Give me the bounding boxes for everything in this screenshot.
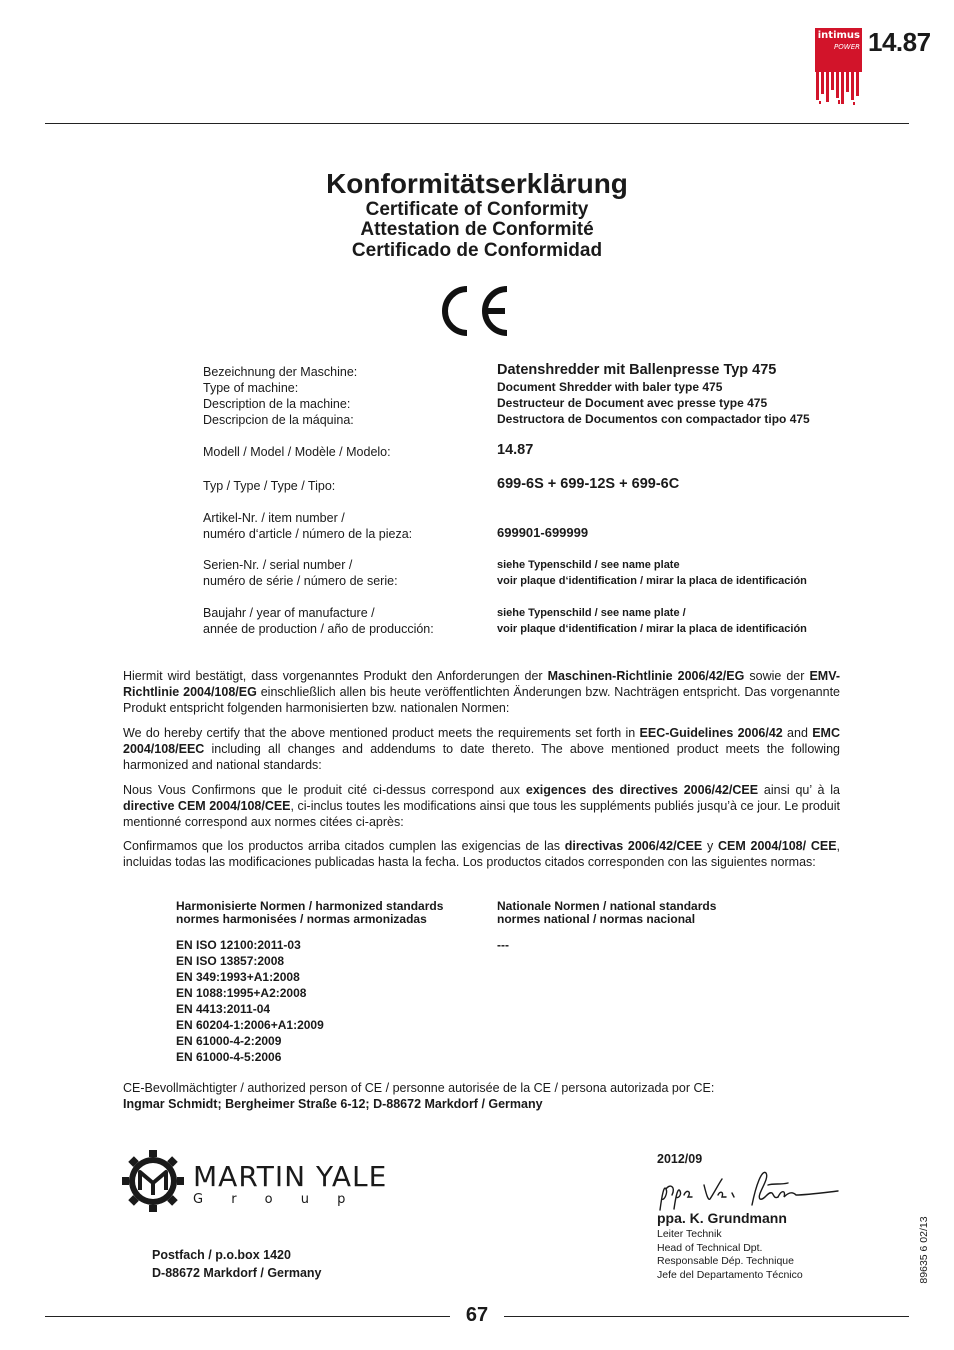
harmonized-header-1: Harmonisierte Normen / harmonized standards — [176, 899, 444, 913]
header-rule — [45, 123, 909, 124]
authorized-person: Ingmar Schmidt; Bergheimer Straße 6-12; D-88672 Markdorf / Germany — [123, 1097, 543, 1111]
signatory-role-de: Leiter Technik — [657, 1228, 722, 1240]
page-title: Konformitätserklärung — [326, 168, 628, 199]
year-value-1: siehe Typenschild / see name plate / — [497, 607, 686, 619]
machine-value-fr: Destructeur de Document avec presse type 475 — [497, 396, 768, 410]
martin-yale-name: MARTIN YALE — [193, 1160, 388, 1193]
martin-yale-emblem — [122, 1150, 184, 1212]
serial-label-1: Serien-Nr. / serial number / — [203, 558, 353, 572]
document-code: 89635 6 02/13 — [918, 1216, 930, 1284]
brand-subtitle: POWER — [834, 43, 860, 51]
machine-label-de: Bezeichnung der Maschine: — [203, 365, 358, 379]
machine-label-fr: Description de la machine: — [203, 397, 351, 411]
year-value-2: voir plaque d‘identification / mirar la placa de identificación — [497, 623, 807, 635]
handwritten-signature — [656, 1165, 841, 1215]
list-item: EN 60204-1:2006+A1:2009 — [176, 1018, 324, 1032]
signatory-role-fr: Responsable Dép. Technique — [657, 1255, 794, 1267]
signature-date: 2012/09 — [657, 1152, 703, 1166]
signatory-role-es: Jefe del Departamento Técnico — [657, 1268, 803, 1281]
list-item: EN 61000-4-2:2009 — [176, 1034, 282, 1048]
list-item: EN 4413:2011-04 — [176, 1002, 271, 1016]
paragraph-de: Hiermit wird bestätigt, dass vorgenanntes Produkt den Anforderungen der Maschinen-Richtlinie 2006/42/EG sowie der EMV-Richtlinie 2004/108/EG einschließlich allen bis heute veröffentlichten Änderungen bzw. Nachträgen entspricht. Das vorgenannte Produkt entspricht folgenden harmonisierten bzw. nationalen Normen: — [123, 669, 840, 715]
machine-value-en: Document Shredder with baler type 475 — [497, 380, 723, 394]
list-item: EN ISO 12100:2011-03 — [176, 938, 301, 952]
model-code: 14.87 — [868, 27, 931, 57]
list-item: EN ISO 13857:2008 — [176, 954, 285, 968]
year-label-1: Baujahr / year of manufacture / — [203, 606, 375, 620]
model-label: Modell / Model / Modèle / Modelo: — [203, 445, 391, 459]
page-number: 67 — [465, 1304, 489, 1326]
national-standards: --- — [497, 938, 509, 952]
paragraph-en: We do hereby certify that the above mentioned product meets the requirements set forth in EEC-Guidelines 2006/42 and EMC 2004/108/EEC including all changes and addendums to date thereto. The above mentioned product meets the following harmonized and national standards: — [123, 726, 840, 772]
paragraph-es: Confirmamos que los productos arriba citados cumplen las exigencias de las directivas 2006/42/CEE y CEM 2004/108/ CEE, incluidas todas las modificaciones publicadas hasta la fecha. Los productos citados corresponden con las siguientes normas: — [123, 839, 841, 869]
company-address-1: Postfach / p.o.box 1420 — [152, 1248, 291, 1262]
year-label-2: année de production / año de producción: — [203, 622, 434, 636]
machine-value-de: Datenshredder mit Ballenpresse Typ 475 — [497, 362, 777, 378]
ce-mark — [437, 283, 511, 339]
title-es: Certificado de Conformidad — [351, 240, 603, 261]
national-header-1: Nationale Normen / national standards — [497, 899, 717, 913]
machine-value-es: Destructora de Documentos con compactador tipo 475 — [497, 412, 810, 426]
article-value: 699901-699999 — [497, 525, 589, 540]
signatory-role-en: Head of Technical Dpt. — [657, 1241, 763, 1254]
title-en: Certificate of Conformity — [365, 199, 589, 220]
footer-rule-left — [45, 1316, 450, 1317]
serial-value-1: siehe Typenschild / see name plate — [497, 559, 680, 571]
footer-rule-right — [504, 1316, 909, 1317]
serial-value-2: voir plaque d‘identification / mirar la placa de identificación — [497, 575, 807, 587]
harmonized-header-2: normes harmonisées / normas armonizadas — [176, 912, 427, 926]
article-label-1: Artikel-Nr. / item number / — [203, 511, 345, 525]
paragraph-fr: Nous Vous Confirmons que le produit cité ci-dessus correspond aux exigences des directives 2006/42/CEE ainsi qu’ à la directive CEM 2004/108/CEE, ci-inclus toutes les modifications ainsi que tous les suppléments publiés jusqu’à ce jour. Le produit mentionné correspond aux normes citées ci-après: — [123, 783, 840, 829]
company-address-2: D-88672 Markdorf / Germany — [152, 1266, 322, 1280]
signatory-name: ppa. K. Grundmann — [657, 1210, 787, 1226]
brand-name: intimus — [817, 30, 860, 41]
type-label: Typ / Type / Type / Tipo: — [203, 479, 336, 493]
intimus-logo — [815, 28, 862, 106]
machine-label-en: Type of machine: — [203, 381, 299, 395]
article-label-2: numéro d‘article / número de la pieza: — [203, 527, 413, 541]
harmonized-standards-list — [176, 937, 324, 1065]
machine-label-es: Descripcion de la máquina: — [203, 413, 354, 427]
national-header-2: normes national / normas nacional — [497, 912, 696, 926]
title-fr: Attestation de Conformité — [360, 219, 594, 240]
model-value: 14.87 — [497, 442, 534, 458]
list-item: EN 1088:1995+A2:2008 — [176, 986, 307, 1000]
list-item: EN 349:1993+A1:2008 — [176, 970, 300, 984]
martin-yale-group: G r o u p — [193, 1192, 358, 1207]
type-value: 699-6S + 699-12S + 699-6C — [497, 476, 680, 492]
serial-label-2: numéro de série / número de serie: — [203, 574, 398, 588]
authorized-label: CE-Bevollmächtigter / authorized person of CE / personne autorisée de la CE / persona autorizada por CE: — [123, 1081, 715, 1095]
list-item: EN 61000-4-5:2006 — [176, 1050, 282, 1064]
